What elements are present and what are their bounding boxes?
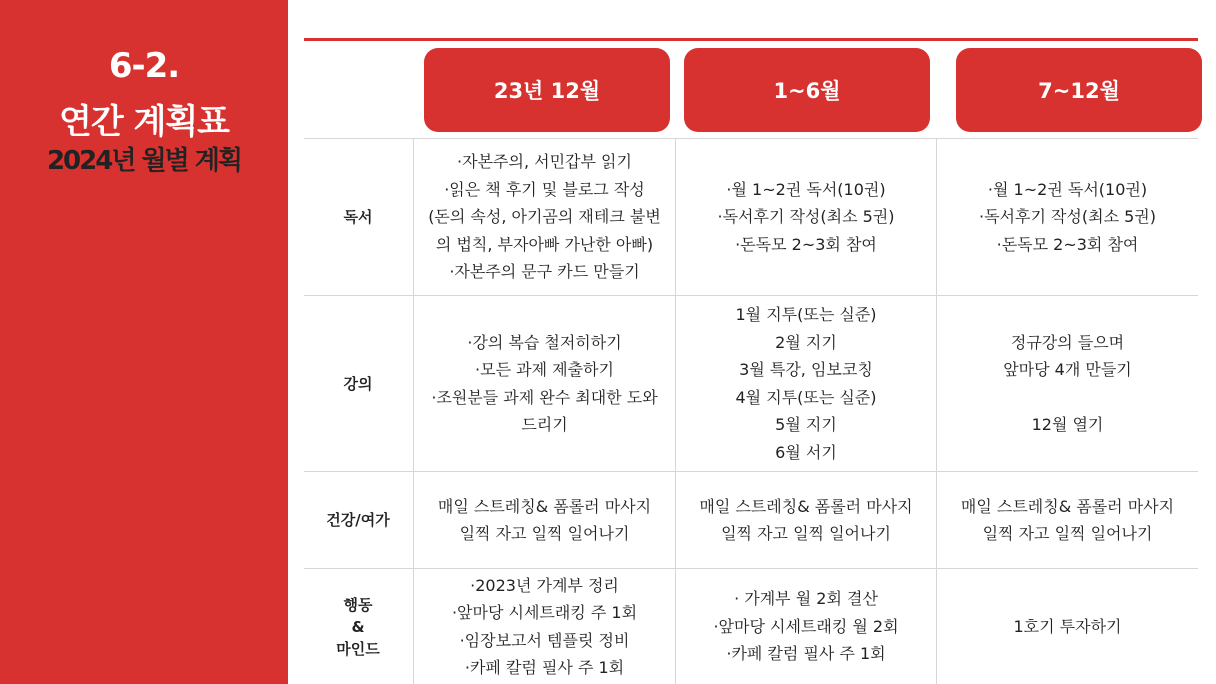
- cell-line: ·월 1~2권 독서(10권): [726, 179, 886, 199]
- row-label-action-mind: [304, 569, 412, 684]
- cell-action-h2: [937, 569, 1198, 684]
- cell-reading-h1: [676, 139, 936, 295]
- cell-line: ·돈독모 2~3회 참여: [735, 234, 877, 254]
- row-label-line: 마인드: [336, 639, 380, 658]
- column-header-jul-dec: 7~12월: [956, 48, 1202, 132]
- cell-line: ·읽은 책 후기 및 블로그 작성: [444, 179, 645, 199]
- cell-reading-dec: [414, 139, 675, 295]
- cell-line: ·자본주의, 서민갑부 읽기: [457, 152, 632, 172]
- column-header-jan-jun: 1~6월: [684, 48, 930, 132]
- cell-health-h1: [676, 472, 936, 568]
- cell-line: 1월 지투(또는 실준): [735, 305, 877, 324]
- cell-line: ·돈독모 2~3회 참여: [996, 234, 1139, 254]
- row-label-line: 건강/여가: [326, 511, 390, 529]
- cell-lecture-h1: [676, 296, 936, 471]
- column-header-dec-2023: 23년 12월: [424, 48, 670, 132]
- cell-line: ·카페 칼럼 필사 주 1회: [464, 658, 625, 677]
- cell-line: · 가계부 월 2회 결산: [734, 589, 878, 609]
- cell-line: 드리기: [521, 415, 568, 434]
- table-top-rule: [304, 38, 1198, 41]
- cell-line: ·월 1~2권 독서(10권): [987, 179, 1148, 199]
- row-label-reading: [304, 139, 412, 295]
- cell-line: 의 법칙, 부자아빠 가난한 아빠): [435, 234, 654, 254]
- cell-line: 일찍 자고 일찍 일어나기: [459, 524, 630, 543]
- cell-line: ·모든 과제 제출하기: [475, 360, 614, 379]
- row-label-health: [304, 472, 412, 568]
- cell-line: 매일 스트레칭& 폼롤러 마사지: [699, 496, 913, 516]
- cell-line: 앞마당 4개 만들기: [1003, 360, 1132, 379]
- cell-line: 일찍 자고 일찍 일어나기: [721, 524, 891, 543]
- cell-line: ·자본주의 문구 카드 만들기: [449, 262, 640, 282]
- cell-reading-h2: [937, 139, 1198, 295]
- section-number: 6-2.: [108, 46, 180, 86]
- cell-line: ·임장보고서 템플릿 정비: [459, 630, 630, 650]
- cell-line: 매일 스트레칭& 폼롤러 마사지: [437, 496, 652, 516]
- cell-action-dec: [414, 569, 675, 684]
- cell-line: ·강의 복습 철저히하기: [467, 332, 622, 352]
- cell-line: ·카페 칼럼 필사 주 1회: [726, 644, 886, 664]
- cell-line: 1호기 투자하기: [1013, 616, 1122, 636]
- cell-line: 6월 서기: [775, 442, 837, 462]
- cell-line: ·2023년 가계부 정리: [470, 575, 619, 595]
- cell-lecture-h2: [937, 296, 1198, 471]
- row-label-line: 행동: [343, 595, 373, 614]
- cell-health-h2: [937, 472, 1198, 568]
- cell-line: ·조원분들 과제 완수 최대한 도와: [431, 387, 658, 407]
- cell-line: 정규강의 들으며: [1010, 332, 1125, 352]
- row-label-line: 독서: [343, 208, 373, 226]
- row-label-lecture: [304, 296, 412, 471]
- page-title: 연간 계획표: [58, 102, 230, 142]
- cell-line: 12월 열기: [1031, 415, 1104, 434]
- cell-line: 3월 특강, 임보코칭: [739, 360, 873, 379]
- row-label-line: 강의: [343, 374, 373, 393]
- page-subtitle: 2024년 월별 계획: [46, 146, 242, 176]
- cell-line: ·앞마당 시세트래킹 월 2회: [713, 616, 899, 636]
- cell-line: ·독서후기 작성(최소 5권): [978, 207, 1157, 227]
- cell-line: 일찍 자고 일찍 일어나기: [982, 524, 1153, 543]
- cell-lecture-dec: [414, 296, 675, 471]
- cell-line: 매일 스트레칭& 폼롤러 마사지: [960, 496, 1175, 516]
- cell-action-h1: [676, 569, 936, 684]
- cell-line: (돈의 속성, 아기곰의 재테크 불변: [428, 207, 661, 227]
- cell-line: 2월 지기: [775, 332, 837, 352]
- cell-line: 5월 지기: [775, 415, 837, 434]
- cell-line: ·독서후기 작성(최소 5권): [717, 207, 895, 227]
- cell-line: 4월 지투(또는 실준): [735, 387, 877, 407]
- row-label-line: &: [351, 617, 365, 636]
- cell-health-dec: [414, 472, 675, 568]
- cell-line: ·앞마당 시세트래킹 주 1회: [451, 603, 638, 622]
